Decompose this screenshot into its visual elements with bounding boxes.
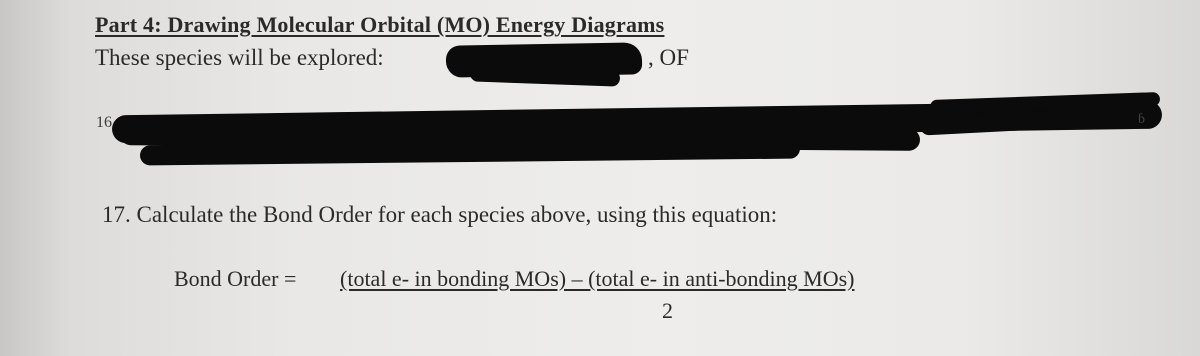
redaction-squiggle-icon: ɓ (1138, 112, 1145, 127)
section-title: Part 4: Drawing Molecular Orbital (MO) Energy Diagrams (95, 12, 665, 37)
formula-lhs: Bond Order = (174, 266, 297, 291)
formula-denominator: 2 (662, 298, 673, 323)
question-17: 17. Calculate the Bond Order for each species above, using this equation: (102, 202, 778, 227)
species-intro-text: These species will be explored: (95, 45, 384, 70)
question-16-fragment: 16 (96, 114, 112, 131)
species-intro-line (95, 45, 689, 71)
species-list-visible: , OF (648, 45, 689, 70)
formula-numerator: (total e- in bonding MOs) – (total e- in anti-bonding MOs) (340, 266, 855, 291)
